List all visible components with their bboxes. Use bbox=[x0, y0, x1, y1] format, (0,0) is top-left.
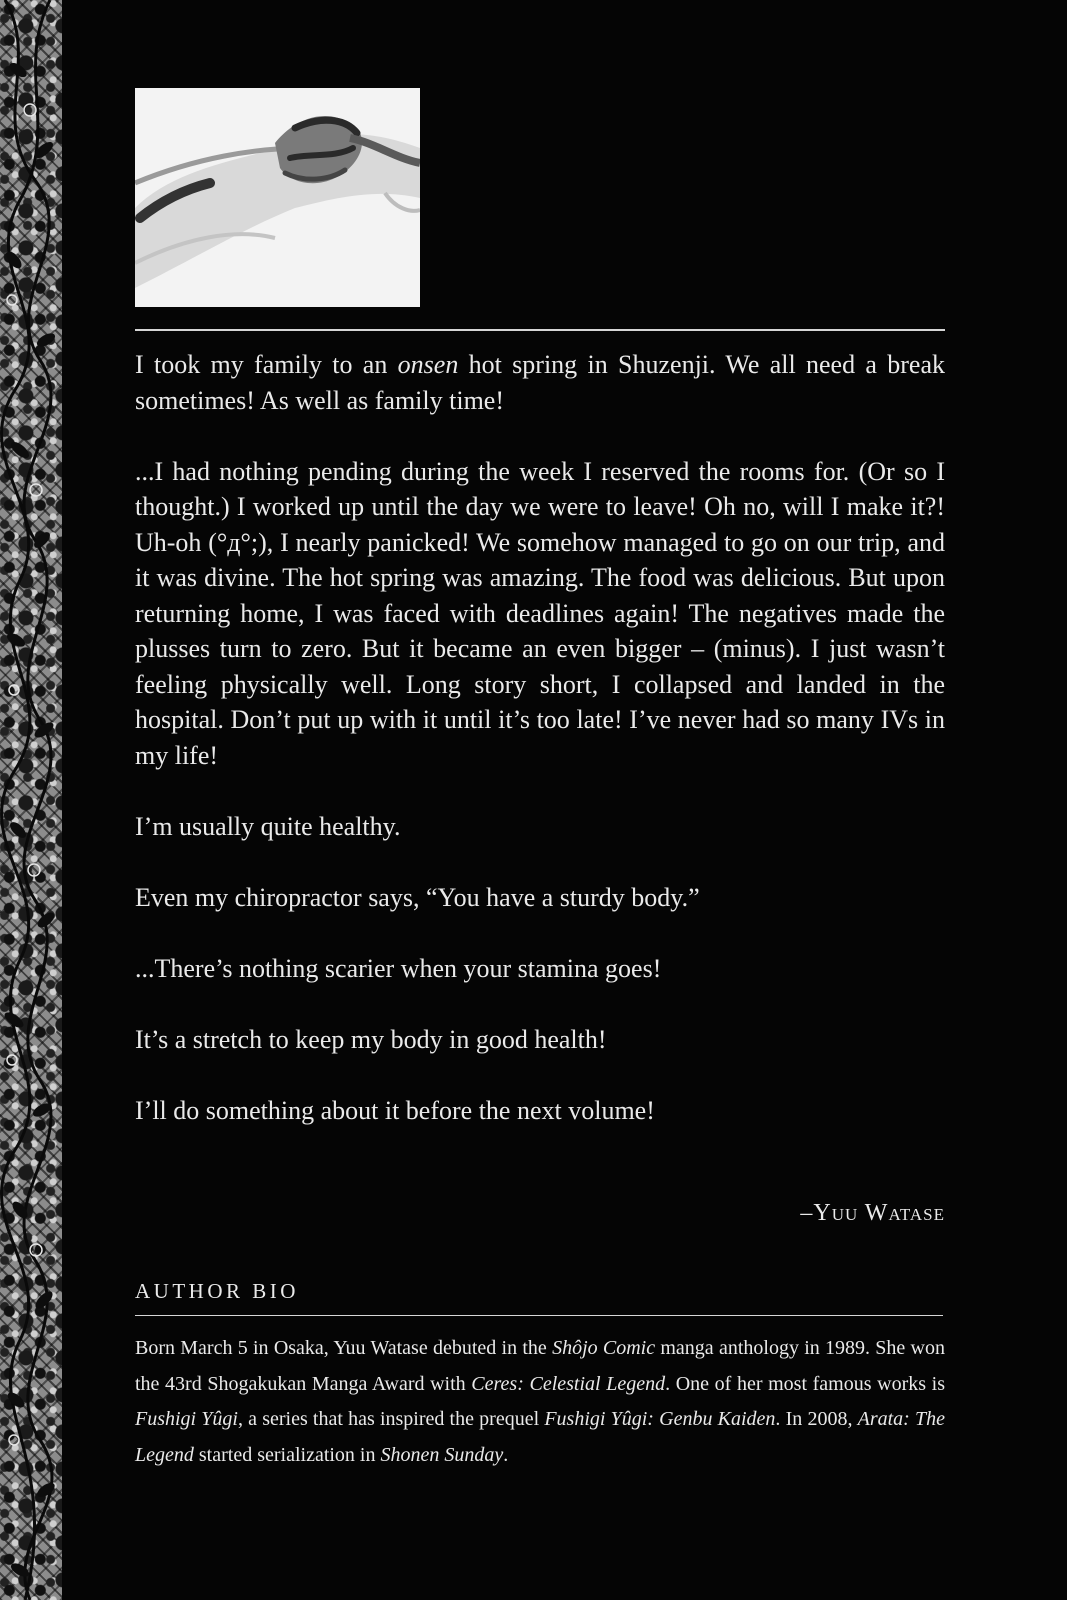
message-paragraph-1: I took my family to an onsen hot spring in Shuzenji. We all need a break sometimes! As well as family time! bbox=[135, 350, 945, 415]
author-photo bbox=[135, 88, 420, 307]
author-message bbox=[135, 347, 945, 1164]
message-paragraph-6: It’s a stretch to keep my body in good health! bbox=[135, 1024, 607, 1054]
message-paragraph-5: ...There’s nothing scarier when your stamina goes! bbox=[135, 953, 662, 983]
message-paragraph-4: Even my chiropractor says, “You have a sturdy body.” bbox=[135, 882, 700, 912]
message-paragraph-7: I’ll do something about it before the next volume! bbox=[135, 1095, 655, 1125]
floral-border bbox=[0, 0, 62, 1600]
author-bio: Born March 5 in Osaka, Yuu Watase debuted in the Shôjo Comic manga anthology in 1989. She won the 43rd Shogakukan Manga Award with Ceres: Celestial Legend. One of her most famous works is Fushigi Yûgi, a series that has inspired the prequel Fushigi Yûgi: Genbu Kaiden. In 2008, Arata: The Legend started serialization in Shonen Sunday. bbox=[135, 1337, 946, 1466]
top-divider bbox=[135, 329, 945, 331]
message-paragraph-2: ...I had nothing pending during the week I reserved the rooms for. (Or so I thought.) I worked up until the day we were to leave! Oh no, will I make it?! Uh-oh (°д°;), I nearly panicked! We somehow managed to go on our trip, and it was divine. The hot spring was amazing. The food was delicious. But upon returning home, I was faced with deadlines again! The negatives made the plusses turn to zero. But it became an even bigger – (minus). I just wasn’t feeling physically well. Long story short, I collapsed and landed in the hospital. Don’t put up with it until it’s too late! I’ve never had so many IVs in my life! bbox=[135, 456, 945, 770]
hand-illustration-icon bbox=[135, 88, 420, 307]
message-paragraph-3: I’m usually quite healthy. bbox=[135, 811, 401, 841]
author-signature: –Yuu Watase bbox=[800, 1200, 945, 1226]
floral-pattern-icon bbox=[0, 0, 62, 1600]
bio-heading: AUTHOR BIO bbox=[135, 1279, 299, 1303]
bio-divider bbox=[135, 1315, 943, 1316]
